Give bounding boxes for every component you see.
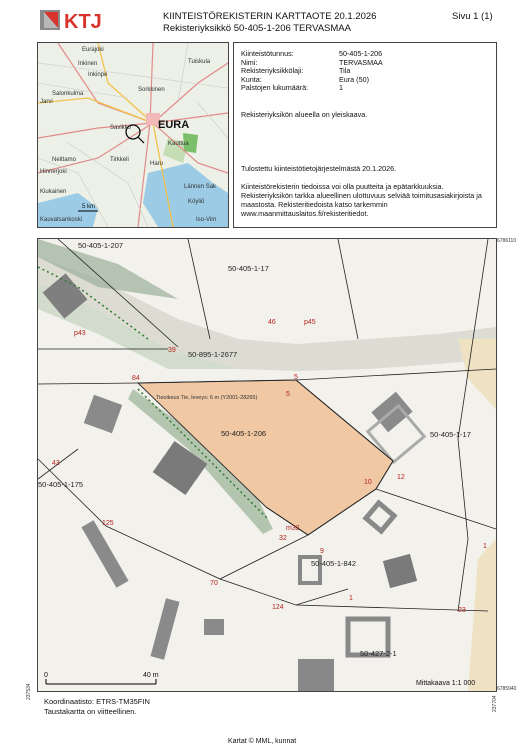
overview-map [37,42,229,228]
boundary-point: 5 [294,374,298,381]
zoning-note: Rekisteriyksikön alueella on yleiskaava. [241,110,368,119]
coordinate-system: Koordinaatisto: ETRS-TM35FIN [44,697,150,706]
basemap-note: Taustakartta on viitteellinen. [44,707,137,716]
boundary-point: 39 [168,347,176,354]
west-coordinate: 237534 [26,683,32,700]
place-label: Iso-Vim [196,217,217,223]
ktj-logo-mark [40,8,106,32]
info-value: TERVASMAA [339,57,383,67]
info-key: Kiinteistötunnus: [241,49,294,58]
place-label: Eurajoki [82,47,104,53]
boundary-point: 46 [268,319,276,326]
info-value: 50-405-1-206 [339,49,383,58]
parcel-label: 50-427-2-1 [360,649,397,658]
boundary-point: 10 [364,479,372,486]
boundary-point: 84 [132,375,140,382]
north-coordinate: 6786110 [497,238,517,244]
cadastral-map [37,238,497,692]
place-label-main: EURA [158,119,190,131]
overview-map-graphic [38,43,228,227]
place-label: Hinnerjoki [40,169,67,175]
map-credit: Kartat © MML, kunnat [228,738,297,745]
south-coordinate: 6785940 [497,686,517,692]
parcel-label: 50-405-1-17 [430,430,471,439]
info-key: Palstojen lukumäärä: [241,83,309,93]
parcel-label: 50-405-1-206 [221,429,267,438]
boundary-point: 125 [102,520,114,527]
boundary-point: p45 [304,319,316,326]
page-number: Sivu 1 (1) [452,11,493,22]
place-label: Kauttua [168,141,189,147]
document-title [163,11,376,35]
parcel-info-table [241,50,383,93]
boundary-point: m32 [286,525,300,532]
title-line-2: Rekisteriyksikkö 50-405-1-206 TERVASMAA [163,23,351,34]
info-key: Nimi: [241,57,258,67]
boundary-point: 23 [458,607,466,614]
printed-date: Tulostettu kiinteistötietojärjestelmästä 20.1.2026. [241,164,397,173]
easement-label: Tieoikeus Tie, leveys: 6 m (Y2001-28265) [156,395,258,401]
map-scale-ratio: Mittakaava 1:1 000 [416,680,476,687]
boundary-point: 5 [286,391,290,398]
place-label: Tirkkeli [110,157,129,163]
boundary-point: 1 [349,595,353,602]
boundary-point: 12 [397,474,405,481]
place-label: Lännen Sak [184,184,217,190]
parcel-label: 50-405-1-207 [78,241,124,250]
place-label: Tuiskula [188,59,211,65]
parcel-label: 50-405-1-17 [228,264,269,273]
info-value: Tila [339,66,351,76]
place-label: Kauvatsankoski [40,217,83,223]
place-label: Jarvi [40,99,53,105]
boundary-point: p43 [74,330,86,337]
scale-zero: 0 [44,672,48,679]
boundary-point: 124 [272,604,284,611]
parcel-label: 50-405-1-842 [311,559,357,568]
info-value: Eura (50) [339,74,369,84]
place-label: Kiukainen [40,189,67,195]
boundary-point: 1 [483,543,487,550]
parcel-info-panel [233,42,497,228]
place-label: Inkinen [78,61,98,67]
place-label: Inkinpe [88,72,108,78]
place-label: Neittamo [52,157,77,163]
boundary-point: 43 [52,460,60,467]
overview-scale-label: 5 km [82,204,96,210]
info-row [241,84,383,93]
info-key: Rekisteriyksikkölaji: [241,66,304,76]
info-value: 1 [339,83,343,93]
parcel-label: 50-895-1-2677 [188,350,238,359]
place-label: Haro [150,161,164,167]
boundary-point: 70 [210,580,218,587]
place-label: Köyliö [188,199,205,205]
place-label: Savikko [110,125,132,131]
cadastral-map-graphic [38,239,496,691]
info-key: Kunta: [241,74,262,84]
boundary-point: 32 [279,535,287,542]
disclaimer-text: Kiinteistörekisterin tiedoissa voi olla puutteita ja epätarkkuuksia. Rekisteriyksikön tarkka alueellinen ulottuvuus selviää toimitusasiakirjoista ja maastosta. Rekisteritiedoista katso tarkemmin www.maanmittauslaitos.fi/rekisteritiedot. [241,182,482,218]
ktj-logo [40,8,106,32]
place-label: Salonkulma [52,91,84,97]
east-coordinate: 237704 [492,695,498,712]
building [298,659,334,691]
title-line-1: KIINTEISTÖREKISTERIN KARTTAOTE 20.1.2026 [163,11,377,22]
building [204,619,224,635]
scale-length: 40 m [143,672,159,679]
place-label: Sorkkinen [138,87,165,93]
logo-text: KTJ [64,11,102,32]
boundary-point: 9 [320,548,324,555]
parcel-label: 50-405-1-175 [38,480,84,489]
